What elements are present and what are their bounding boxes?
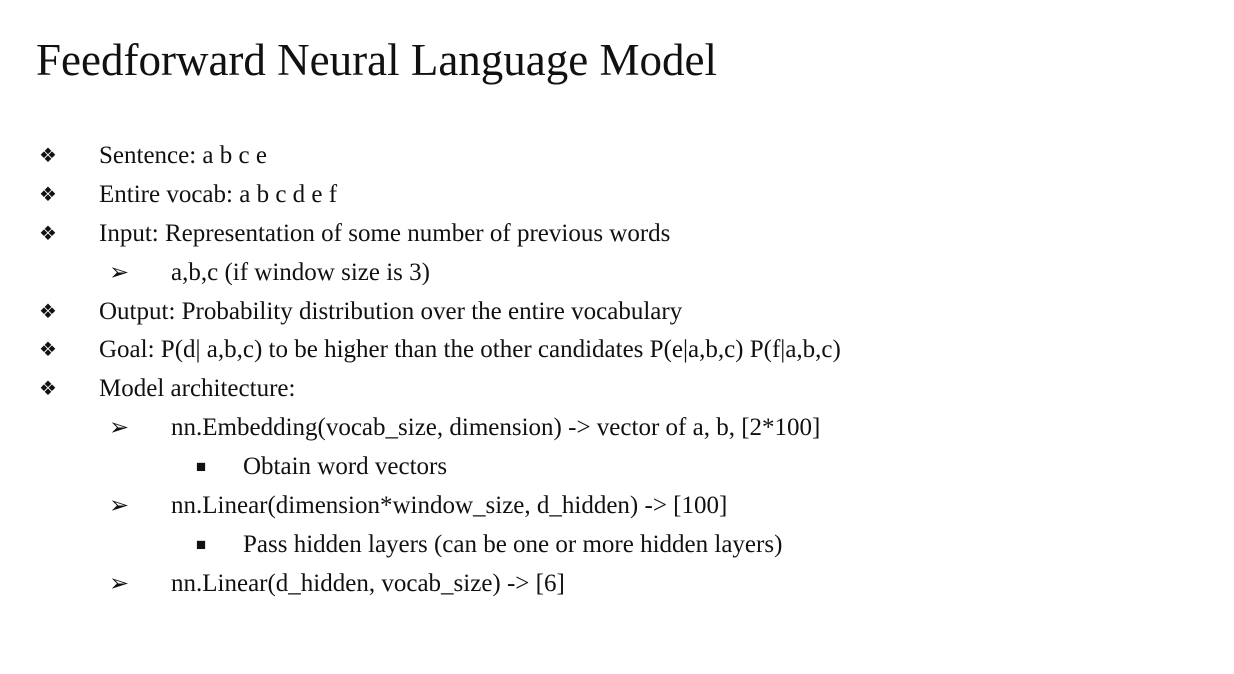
diamond-bullet-icon: ❖ [39,300,57,323]
arrowhead-bullet-icon: ➢ [108,259,130,286]
sub-bullet-text: nn.Embedding(vocab_size, dimension) -> vector of a, b, [2*100] [171,414,821,442]
arrowhead-bullet-icon: ➢ [108,493,130,520]
bullet-text: Entire vocab: a b c d e f [99,180,338,208]
diamond-bullet-icon: ❖ [39,339,57,362]
sub-sub-bullet-item [0,526,1234,565]
square-bullet-icon: ■ [195,457,207,477]
sub-bullet-item [0,565,1234,604]
sub-bullet-text: nn.Linear(dimension*window_size, d_hidden) -> [100] [171,492,728,520]
diamond-bullet-icon: ❖ [39,378,57,401]
bullet-item [0,293,1234,332]
bullet-item [0,176,1234,215]
arrowhead-bullet-icon: ➢ [108,415,130,442]
bullet-text: Goal: P(d| a,b,c) to be higher than the other candidates P(e|a,b,c) P(f|a,b,c) [99,336,841,364]
sub-sub-bullet-text: Pass hidden layers (can be one or more hidden layers) [243,530,783,558]
sub-sub-bullet-text: Obtain word vectors [243,453,448,481]
bullet-item [0,215,1234,254]
bullet-text: Output: Probability distribution over the entire vocabulary [99,297,683,325]
sub-bullet-text: a,b,c (if window size is 3) [171,258,430,286]
sub-sub-bullet-item [0,448,1234,487]
sub-bullet-item [0,409,1234,448]
bullet-list [0,137,1234,604]
bullet-item [0,137,1234,176]
diamond-bullet-icon: ❖ [39,222,57,245]
sub-bullet-text: nn.Linear(d_hidden, vocab_size) -> [6] [171,569,565,597]
sub-bullet-item [0,487,1234,526]
diamond-bullet-icon: ❖ [39,183,57,206]
arrowhead-bullet-icon: ➢ [108,570,130,597]
bullet-item [0,331,1234,370]
diamond-bullet-icon: ❖ [39,145,57,167]
bullet-text: Sentence: a b c e [99,142,267,169]
bullet-text: Input: Representation of some number of previous words [99,219,671,247]
bullet-text: Model architecture: [99,375,296,403]
bullet-item [0,370,1234,409]
square-bullet-icon: ■ [195,534,207,554]
sub-bullet-item [0,254,1234,293]
slide-title: Feedforward Neural Language Model [36,35,717,85]
